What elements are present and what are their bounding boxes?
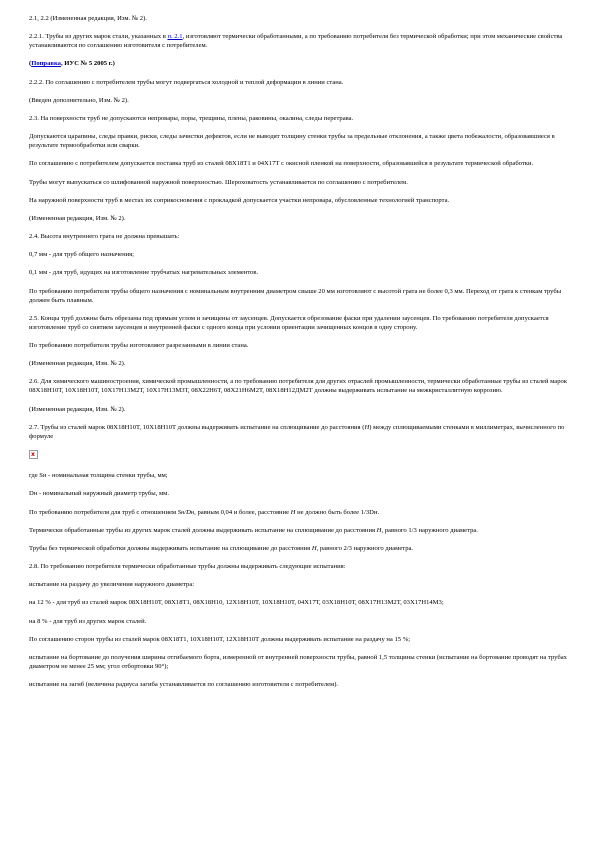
paragraph-text: 0,1 мм - для труб, идущих на изготовление трубчатых нагревательных элементов. bbox=[29, 269, 259, 277]
paragraph-text: на 8 % - для труб из других марок сталей. bbox=[29, 617, 147, 625]
paragraph-2-6: 2.6. Для химического машиностроения, химической промышленности, а по требованию потребителя для других отраслей промышленности, термически обработанные трубы из сталей марок 08Х18Н10Т, 10Х18Н10Т, 10Х17Н13М2Т, 10Х17Н13М3Т, 08Х22Н6Т, 08Х21Н6М2Т, 08Х18Н12ДМ2Т должны выдерживать испытание на межкристаллитную коррозию. bbox=[29, 378, 568, 395]
paragraph-text: испытание на загиб (величина радиуса загиба устанавливается по соглашению изготовителя с потребителем). bbox=[29, 681, 339, 689]
paragraph-text bbox=[29, 508, 570, 517]
paragraph-text: По соглашению с потребителем допускается поставка труб из сталей 08Х18Т1 и 04Х17Т с окисной пленкой на поверхности, образовавшейся в результате термической обработки. bbox=[29, 160, 534, 168]
ratio-sn-dn: Sн/Dн bbox=[177, 508, 195, 516]
paragraph-text: По требованию потребителя трубы общего назначения с номинальным внутренним диаметром свыше 20 мм изготовляют с высотой грата не более 0,3 мм. Переход от грата к стенкам трубы должен быть плавным. bbox=[29, 287, 562, 304]
amendment-source: , ИУС № 5 2005 г.) bbox=[60, 60, 115, 68]
paragraph-text: , равного 2/3 наружного диаметра. bbox=[316, 544, 414, 552]
paragraph-text: Термически обработанные трубы из других марок сталей должны выдерживать испытание на сплющивание до расстояния bbox=[29, 526, 377, 534]
amendment-note bbox=[29, 59, 570, 68]
paragraph-text: Допускаются царапины, следы правки, риски, следы зачистки дефектов, если не выводят толщину стенки трубы за предельные отклонения, а также цвета побежалости, образовавшиеся в результате термообработки или сварки. bbox=[29, 133, 555, 150]
paragraph-note: (Измененная редакция, Изм. № 2). bbox=[29, 405, 126, 413]
link-amendment[interactable]: Поправка bbox=[31, 60, 61, 68]
paragraph-text: 2.2.1. Трубы из других марок стали, указанных в bbox=[29, 33, 168, 41]
paragraph-2-5: 2.5. Концы труб должны быть обрезаны под прямым углом и зачищены от заусенцев. Допускается обрезование фаски при удалении заусенцев. По требованию потребителя допускается изготовление труб со снятием заусенцев и внутренней фаски с одного конца при условии ориентации зачищенных концов в одну сторону. bbox=[29, 314, 549, 331]
paragraph-text: Dн - номинальный наружный диаметр трубы, мм. bbox=[29, 490, 169, 498]
formula-image bbox=[29, 450, 570, 462]
variable-h: H bbox=[376, 526, 382, 534]
paragraph-text bbox=[29, 526, 570, 535]
link-clause-2-1[interactable]: п. 2.1 bbox=[167, 33, 183, 41]
paragraph-text: На наружной поверхности труб в местах их соприкосновения с прокладкой допускается участки непровара, обусловленные технологией транспорта. bbox=[29, 196, 450, 204]
paragraph-text: где Sн - номинальная толщина стенки трубы, мм; bbox=[29, 472, 168, 480]
paragraph-2-1-2-2-note: 2.1, 2.2 (Измененная редакция, Изм. № 2). bbox=[29, 15, 147, 22]
paragraph-text: 2.7. Трубы из сталей марок 08Х18Н10Т, 10Х18Н10Т должны выдерживать испытание на сплющивание до расстояния ( bbox=[29, 423, 365, 431]
paragraph-note: (Измененная редакция, Изм. № 2). bbox=[29, 214, 126, 222]
paragraph-text: , равного 1/3 наружного диаметра. bbox=[381, 526, 478, 534]
paragraph-2-3: 2.3. На поверхности труб не допускаются непровары, поры, трещины, плены, раковины, окалина, следы перетрава. bbox=[29, 114, 354, 122]
paragraph-text: Трубы без термической обработки должны выдерживать испытание на сплющивание до расстояния bbox=[29, 544, 312, 552]
paragraph-text: ) между сплющиваемыми стенками в миллиметрах, вычисленного по формуле bbox=[29, 423, 565, 440]
paragraph-2-7 bbox=[29, 423, 570, 441]
paragraph-text: По требованию потребителя трубы изготовляют разрезанными в линии стана. bbox=[29, 342, 249, 349]
paragraph-2-2-2: 2.2.2. По соглашению с потребителем трубы могут подвергаться холодной и теплой деформации в линии стана. bbox=[29, 78, 344, 86]
paragraph-text: , изготовляют термически обработанными, а по требованию потребителя без термической обработки; при этом механические свойства устанавливаются по соглашению изготовителя с потребителем. bbox=[29, 33, 563, 50]
variable-h: H bbox=[290, 508, 296, 516]
paragraph-text: не должно быть более 1/3Dн. bbox=[295, 508, 380, 516]
paragraph-text: Трубы могут выпускаться со шлифованной наружной поверхностью. Шероховатость устанавливается по соглашению с потребителем. bbox=[29, 178, 408, 186]
paragraph-text: на 12 % - для труб из сталей марок 08Х18Н10Т, 08Х18Т1, 08Х18Н10, 12Х18Н10Т, 10Х18Н10Т, 04Х17Т, 03Х18Н10Т, 08Х17Н13М2Т, 03Х17Н14М3; bbox=[29, 599, 444, 607]
paragraph-text: По соглашению сторон трубы из сталей марок 08Х18Т1, 10Х18Н10Т, 12Х18Н10Т должны выдерживать испытание на раздачу на 15 %; bbox=[29, 635, 411, 643]
paren-open: ( bbox=[29, 60, 32, 68]
variable-h: H bbox=[364, 423, 370, 431]
paragraph-text bbox=[29, 544, 570, 553]
paragraph-text: , равным 0,04 и более, расстояние bbox=[194, 508, 291, 516]
document-page bbox=[29, 14, 570, 698]
variable-h: H bbox=[311, 544, 317, 552]
paragraph-note: (Введен дополнительно, Изм. № 2). bbox=[29, 96, 129, 104]
paragraph-2-2-1 bbox=[29, 32, 570, 50]
paragraph-text: испытание на бортование до получения ширины отгибаемого борта, измеренной от внутренней поверхности трубы, равной 1,5 толщины стенки (испытание на бортование проводят на трубах диаметром не менее 25 мм; угол отбортовки 90°); bbox=[29, 654, 567, 670]
paragraph-text: 0,7 мм - для труб общего назначения; bbox=[29, 251, 134, 259]
paragraph-text: По требованию потребителя для труб с отношением bbox=[29, 508, 178, 516]
broken-image-glyph: x bbox=[31, 450, 35, 458]
paragraph-2-4: 2.4. Высота внутреннего грата не должна превышать: bbox=[29, 233, 180, 241]
paragraph-note: (Измененная редакция, Изм. № 2). bbox=[29, 360, 126, 368]
broken-image-icon bbox=[29, 450, 38, 459]
paragraph-text: испытание на раздачу до увеличения наружного диаметра: bbox=[29, 581, 195, 589]
paragraph-2-8: 2.8. По требованию потребителя термически обработанные трубы должны выдерживать следующие испытания: bbox=[29, 563, 346, 571]
